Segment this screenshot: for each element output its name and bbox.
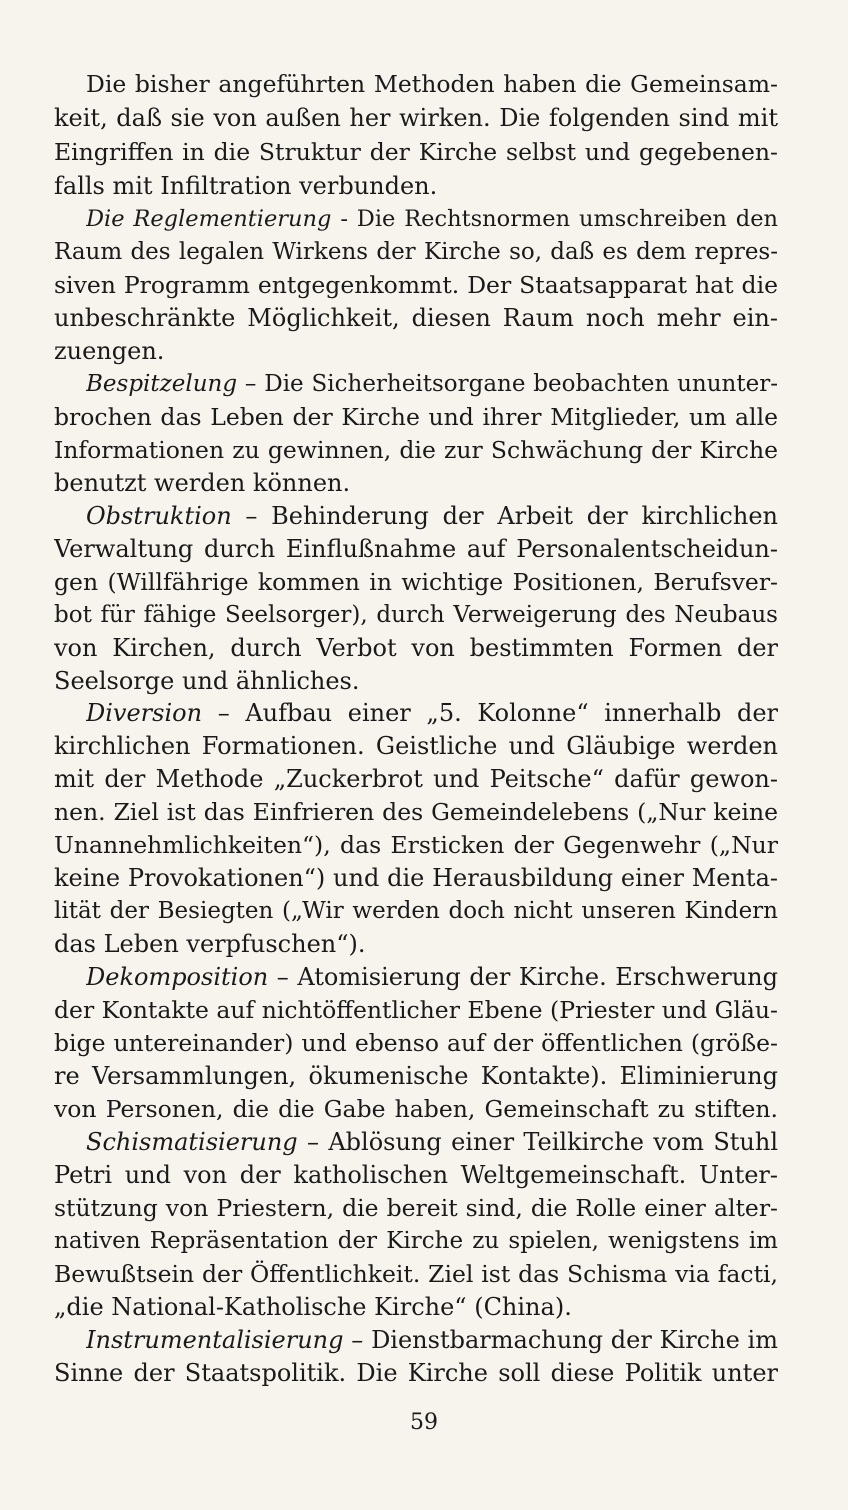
text-line: siven Programm entgegenkommt. Der Staatsapparat hat die (54, 271, 778, 299)
term-instrumentalisierung: Instrumentalisierung (86, 1326, 344, 1354)
text-line: stützung von Priestern, die bereit sind, die Rolle einer alter- (54, 1194, 778, 1222)
text-line: nativen Repräsentation der Kirche zu spielen, wenigstens im (54, 1228, 778, 1254)
term-bespitzelung: Bespitzelung (86, 371, 238, 397)
text-line: Petri und von der katholischen Weltgemeinschaft. Unter- (54, 1161, 778, 1189)
text-line: von Kirchen, durch Verbot von bestimmten Formen der (54, 634, 778, 662)
text-line: Obstruktion – Behinderung der Arbeit der kirchlichen (86, 502, 778, 530)
text-line: bot für fähige Seelsorger), durch Verweigerung des Neubaus (54, 602, 778, 628)
text-line: Verwaltung durch Einflußnahme auf Personalentscheidun- (54, 535, 778, 563)
text-line: Die Reglementierung - Die Rechtsnormen umschreiben den (86, 206, 778, 232)
text-line: mit der Methode „Zuckerbrot und Peitsche“ dafür gewon- (54, 765, 778, 793)
text-line: brochen das Leben der Kirche und ihrer Mitglieder, um alle (54, 403, 778, 431)
text-line: Schismatisierung – Ablösung einer Teilkirche vom Stuhl (86, 1128, 778, 1156)
term-reglementierung: Die Reglementierung (86, 206, 332, 232)
text-line: gen (Willfährige kommen in wichtige Positionen, Berufsver- (54, 568, 778, 596)
term-obstruktion: Obstruktion (86, 502, 232, 530)
text-line: der Kontakte auf nichtöffentlicher Ebene (Priester und Gläu- (54, 996, 778, 1024)
text-line: Sinne der Staatspolitik. Die Kirche soll diese Politik unter (54, 1359, 778, 1387)
text-line: von Personen, die die Gabe haben, Gemeinschaft zu stiften. (54, 1095, 778, 1123)
text-line: das Leben verpfuschen“). (54, 930, 366, 958)
text-line: Seelsorge und ähnliches. (54, 667, 360, 695)
term-dekomposition: Dekomposition (86, 963, 269, 991)
text-line: lität der Besiegten („Wir werden doch nicht unseren Kindern (54, 898, 778, 924)
text-line: Unannehmlichkeiten“), das Ersticken der Gegenwehr („Nur (54, 831, 778, 859)
text-line: Bewußtsein der Öffentlichkeit. Ziel ist das Schisma via facti, (54, 1260, 778, 1288)
text-line: unbeschränkte Möglichkeit, diesen Raum noch mehr ein- (54, 304, 778, 332)
term-diversion: Diversion (86, 699, 203, 727)
text-line: „die National-Katholische Kirche“ (China). (54, 1293, 572, 1321)
text-line: Die bisher angeführten Methoden haben die Gemeinsam- (86, 70, 778, 98)
page-number: 59 (410, 1410, 438, 1435)
text-line: Informationen zu gewinnen, die zur Schwächung der Kirche (54, 436, 778, 464)
text-line: Instrumentalisierung – Dienstbarmachung der Kirche im (86, 1326, 778, 1354)
text-line: kirchlichen Formationen. Geistliche und Gläubige werden (54, 732, 778, 760)
term-schismatisierung: Schismatisierung (86, 1128, 298, 1156)
text-line: Diversion – Aufbau einer „5. Kolonne“ innerhalb der (86, 699, 778, 727)
text-line: benutzt werden können. (54, 469, 351, 497)
text-line: re Versammlungen, ökumenische Kontakte). Eliminierung (54, 1062, 778, 1090)
text-line: keine Provokationen“) und die Herausbildung einer Menta- (54, 864, 778, 892)
text-line: Dekomposition – Atomisierung der Kirche. Erschwerung (86, 963, 778, 991)
text-line: Raum des legalen Wirkens der Kirche so, daß es dem repres- (54, 239, 778, 265)
text-line: keit, daß sie von außen her wirken. Die folgenden sind mit (54, 104, 778, 132)
text-line: bige untereinander) und ebenso auf der öffentlichen (größe- (54, 1029, 778, 1057)
text-line: zuengen. (54, 337, 165, 365)
text-line: Bespitzelung – Die Sicherheitsorgane beobachten ununter- (86, 371, 778, 397)
text-line: Eingriffen in die Struktur der Kirche selbst und gegebenen- (54, 138, 778, 166)
text-line: falls mit Infiltration verbunden. (54, 172, 438, 200)
text-line: nen. Ziel ist das Einfrieren des Gemeindelebens („Nur keine (54, 798, 778, 826)
